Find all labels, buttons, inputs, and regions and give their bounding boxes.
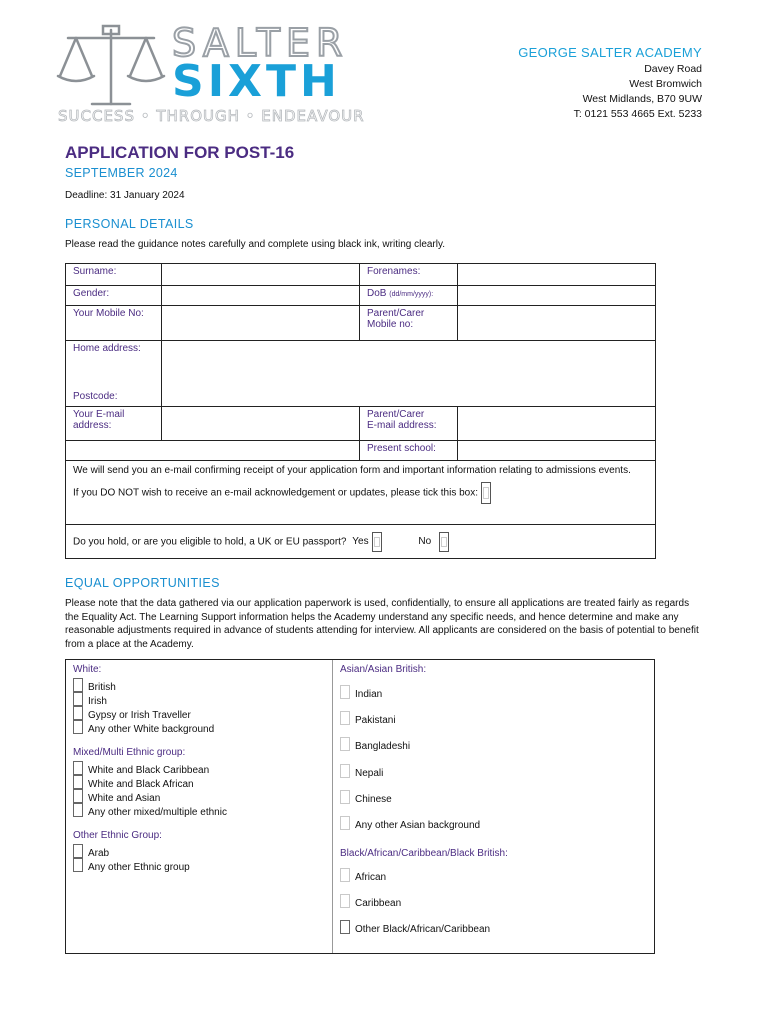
option-label: White and Black Caribbean <box>88 765 210 776</box>
option-label: Bangladeshi <box>355 741 411 752</box>
passport-question: Do you hold, or are you eligible to hold, a UK or EU passport? <box>73 536 347 548</box>
present-school-label: Present school: <box>360 441 458 461</box>
forenames-field[interactable] <box>458 264 656 286</box>
address-line: West Midlands, B70 9UW <box>582 93 702 105</box>
option-indian[interactable] <box>340 685 382 702</box>
mobile-label: Your Mobile No: <box>66 306 162 341</box>
email-notice: We will send you an e-mail confirming receipt of your application form and important information relating to admissions events. <box>73 465 631 476</box>
email-label <box>66 407 162 441</box>
option-label: Other Black/African/Caribbean <box>355 924 491 935</box>
checkbox[interactable] <box>73 858 83 872</box>
dob-label <box>360 286 458 306</box>
passport-no-checkbox[interactable] <box>439 532 449 552</box>
group-heading-mixed: Mixed/Multi Ethnic group: <box>73 747 186 758</box>
gender-field[interactable] <box>162 286 360 306</box>
checkbox[interactable] <box>73 692 83 706</box>
option-label: Arab <box>88 848 110 859</box>
checkbox[interactable] <box>340 790 350 804</box>
option-other-black[interactable] <box>340 920 490 937</box>
checkbox[interactable] <box>73 775 83 789</box>
checkbox[interactable] <box>73 678 83 692</box>
parent-mobile-field[interactable] <box>458 306 656 341</box>
dob-format: (dd/mm/yyyy): <box>389 291 434 298</box>
section-heading-personal: PERSONAL DETAILS <box>65 217 194 231</box>
checkbox[interactable] <box>340 816 350 830</box>
parent-email-label-line2: E-mail address: <box>367 420 437 431</box>
surname-field[interactable] <box>162 264 360 286</box>
checkbox[interactable] <box>73 844 83 858</box>
group-heading-black: Black/African/Caribbean/Black British: <box>340 848 508 859</box>
home-address-field[interactable] <box>162 341 656 407</box>
option-label: Gypsy or Irish Traveller <box>88 710 191 721</box>
equal-intro: Please note that the data gathered via our application paperwork is used, confidentially, to ensure all applications are treated fairly as regards the Equality Act. The Learning Support information helps the Academy understand any specific needs, and hence determine and make any reasonable adjustments required in advance of students attending for interview. All applicants are considered on the basis of potential to benefit from a place at the Academy. <box>65 598 699 650</box>
checkbox[interactable] <box>73 720 83 734</box>
option-label: Chinese <box>355 794 392 805</box>
checkbox[interactable] <box>340 920 350 934</box>
form-title: APPLICATION FOR POST-16 <box>65 143 295 162</box>
option-pakistani[interactable] <box>340 711 396 728</box>
deadline-text: Deadline: 31 January 2024 <box>65 190 185 201</box>
checkbox[interactable] <box>73 803 83 817</box>
option-label: Caribbean <box>355 898 402 909</box>
parent-email-label <box>360 407 458 441</box>
optout-checkbox[interactable] <box>481 482 491 504</box>
checkbox[interactable] <box>340 764 350 778</box>
mobile-field[interactable] <box>162 306 360 341</box>
option-label: Any other Asian background <box>355 820 481 831</box>
surname-label: Surname: <box>66 264 162 286</box>
dob-field[interactable] <box>458 286 656 306</box>
forenames-label: Forenames: <box>360 264 458 286</box>
option-label: Irish <box>88 696 107 707</box>
address-line: Davey Road <box>644 63 702 75</box>
checkbox[interactable] <box>340 868 350 882</box>
option-label: Nepali <box>355 768 384 779</box>
column-divider <box>332 660 333 953</box>
phone-line: T: 0121 553 4665 Ext. 5233 <box>573 108 702 120</box>
scales-of-justice-icon <box>56 24 166 114</box>
group-heading-other: Other Ethnic Group: <box>73 830 162 841</box>
group-heading-white: White: <box>73 664 102 675</box>
passport-no-label: No <box>418 536 432 548</box>
dob-label-text: DoB <box>367 288 387 299</box>
option-label: Any other mixed/multiple ethnic <box>88 807 227 818</box>
option-label: Any other Ethnic group <box>88 862 190 873</box>
home-address-label-text: Home address: <box>73 343 141 354</box>
optout-row <box>73 482 648 504</box>
passport-yes-checkbox[interactable] <box>372 532 382 552</box>
gender-label: Gender: <box>66 286 162 306</box>
checkbox[interactable] <box>73 761 83 775</box>
blank-cell <box>162 441 360 461</box>
section-heading-equal: EQUAL OPPORTUNITIES <box>65 576 220 590</box>
email-notice-cell <box>66 461 656 525</box>
blank-cell <box>66 441 162 461</box>
logo-tagline: SUCCESS • THROUGH • ENDEAVOUR <box>58 107 365 125</box>
form-subtitle: SEPTEMBER 2024 <box>65 166 178 180</box>
address-line: West Bromwich <box>629 78 702 90</box>
option-other-ethnic[interactable] <box>73 858 190 875</box>
passport-row <box>66 525 656 559</box>
option-label: White and Asian <box>88 793 161 804</box>
parent-email-field[interactable] <box>458 407 656 441</box>
ethnicity-box <box>65 659 655 954</box>
option-other-mixed[interactable] <box>73 803 227 820</box>
checkbox[interactable] <box>340 737 350 751</box>
school-address-block <box>518 44 702 122</box>
checkbox[interactable] <box>340 894 350 908</box>
personal-details-table <box>65 263 656 559</box>
personal-intro: Please read the guidance notes carefully and complete using black ink, writing clearly. <box>65 239 446 250</box>
email-label-line2: address: <box>73 420 112 431</box>
email-label-line1: Your E-mail <box>73 409 125 420</box>
option-label: Pakistani <box>355 715 396 726</box>
passport-yes-label: Yes <box>352 536 369 548</box>
option-label: British <box>88 682 116 693</box>
checkbox[interactable] <box>73 789 83 803</box>
email-field[interactable] <box>162 407 360 441</box>
optout-text: If you DO NOT wish to receive an e-mail acknowledgement or updates, please tick this box: <box>73 487 479 499</box>
option-label: African <box>355 872 387 883</box>
option-african[interactable] <box>340 868 386 885</box>
home-address-label <box>66 341 162 407</box>
parent-mobile-label-line2: Mobile no: <box>367 319 414 330</box>
parent-mobile-label-line1: Parent/Carer <box>367 308 425 319</box>
option-label: Indian <box>355 689 383 700</box>
logo-word-salter: SALTER <box>172 21 349 65</box>
option-chinese[interactable] <box>340 790 392 807</box>
present-school-field[interactable] <box>458 441 656 461</box>
school-name: GEORGE SALTER ACADEMY <box>518 45 702 60</box>
parent-email-label-line1: Parent/Carer <box>367 409 425 420</box>
option-bangladeshi[interactable] <box>340 737 410 754</box>
option-caribbean[interactable] <box>340 894 401 911</box>
option-label: White and Black African <box>88 779 194 790</box>
group-heading-asian: Asian/Asian British: <box>340 664 427 675</box>
logo-word-sixth: SIXTH <box>172 56 341 107</box>
parent-mobile-label <box>360 306 458 341</box>
option-other-white[interactable] <box>73 720 214 737</box>
checkbox[interactable] <box>340 711 350 725</box>
option-nepali[interactable] <box>340 764 383 781</box>
postcode-label: Postcode: <box>73 391 118 402</box>
checkbox[interactable] <box>73 706 83 720</box>
option-other-asian[interactable] <box>340 816 480 833</box>
checkbox[interactable] <box>340 685 350 699</box>
option-label: Any other White background <box>88 724 215 735</box>
